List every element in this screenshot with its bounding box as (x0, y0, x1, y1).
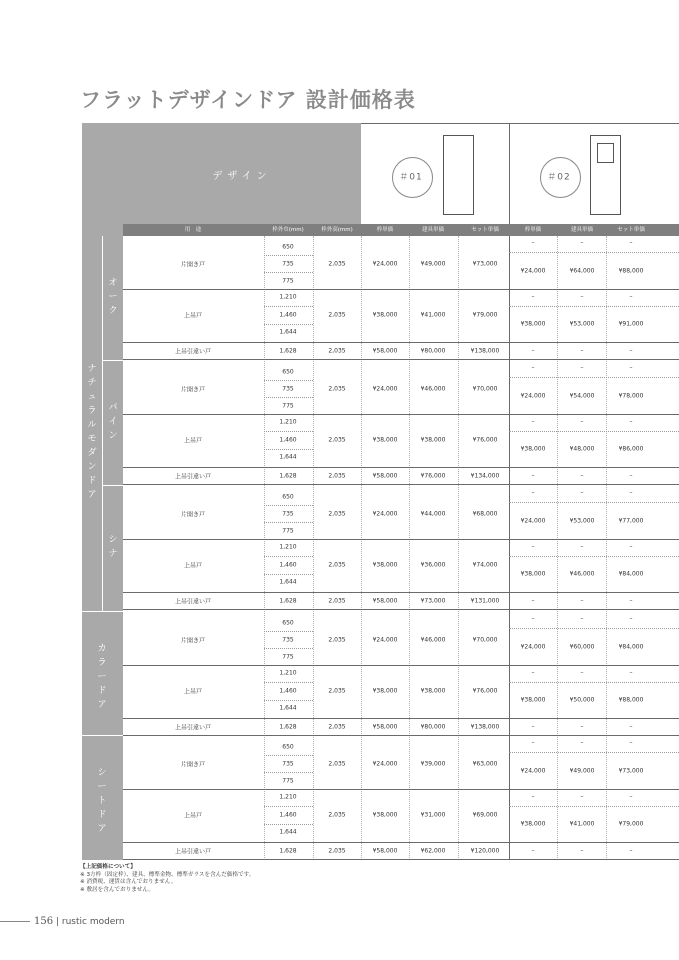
use-cell: 上吊引違い戸 (174, 473, 212, 481)
column-divider (606, 236, 607, 860)
row-divider (264, 505, 313, 506)
price-cell: ¥31,000 (420, 811, 446, 819)
width-cell: 1,460 (279, 311, 297, 319)
price-cell: ¥36,000 (420, 561, 446, 569)
use-cell: 上吊引違い戸 (174, 848, 212, 856)
column-divider (361, 236, 362, 860)
price-cell: ¥63,000 (472, 760, 498, 768)
use-cell: 片開き戸 (180, 761, 206, 769)
row-divider (123, 484, 679, 485)
dash-cell: – (531, 543, 535, 551)
height-cell: 2,035 (328, 260, 346, 268)
price-cell: ¥77,000 (618, 517, 644, 525)
price-cell: ¥49,000 (420, 260, 446, 268)
row-divider (509, 806, 679, 807)
dash-cell: – (531, 723, 535, 731)
row-divider (123, 859, 679, 860)
dash-cell: – (580, 489, 584, 497)
price-cell: ¥38,000 (520, 320, 546, 328)
height-cell: 2,035 (328, 561, 346, 569)
dash-cell: – (629, 418, 633, 426)
column-divider (264, 236, 265, 860)
dash-cell: – (580, 347, 584, 355)
width-cell: 1,644 (279, 453, 297, 461)
note-line: ※ 敷居を含んでおりません。 (80, 886, 154, 893)
row-divider (123, 718, 679, 719)
price-cell: ¥24,000 (520, 392, 546, 400)
price-cell: ¥70,000 (472, 636, 498, 644)
dash-cell: – (629, 793, 633, 801)
width-cell: 1,644 (279, 328, 297, 336)
width-cell: 1,460 (279, 561, 297, 569)
price-cell: ¥38,000 (372, 811, 398, 819)
row-divider (264, 380, 313, 381)
dash-cell: – (531, 847, 535, 855)
width-cell: 650 (282, 243, 294, 251)
price-cell: ¥134,000 (470, 472, 500, 480)
height-cell: 2,035 (328, 385, 346, 393)
row-divider (509, 502, 679, 503)
design-02-label: ＃02 (547, 172, 571, 183)
price-cell: ¥41,000 (569, 820, 595, 828)
row-divider (509, 556, 679, 557)
price-cell: ¥24,000 (520, 517, 546, 525)
width-cell: 775 (282, 527, 294, 535)
height-cell: 2,035 (328, 472, 346, 480)
row-divider (264, 449, 313, 450)
width-cell: 735 (282, 510, 294, 518)
row-divider (509, 306, 679, 307)
width-cell: 735 (282, 760, 294, 768)
row-divider (264, 272, 313, 273)
price-cell: ¥24,000 (520, 643, 546, 651)
use-cell: 上吊戸 (183, 562, 203, 570)
dash-cell: – (580, 669, 584, 677)
col-height: 枠外高(mm) (321, 227, 353, 233)
width-cell: 1,210 (279, 793, 297, 801)
dash-cell: – (629, 347, 633, 355)
price-cell: ¥38,000 (372, 311, 398, 319)
height-cell: 2,035 (328, 723, 346, 731)
dash-cell: – (531, 347, 535, 355)
dash-cell: – (531, 489, 535, 497)
price-cell: ¥38,000 (420, 436, 446, 444)
height-cell: 2,035 (328, 436, 346, 444)
group-color-door: カラードア (82, 612, 123, 735)
row-divider (123, 414, 679, 415)
col-d1-frame: 枠単価 (376, 227, 394, 233)
page-title: フラットデザインドア 設計価格表 (80, 88, 416, 112)
price-cell: ¥70,000 (472, 385, 498, 393)
width-cell: 650 (282, 743, 294, 751)
price-cell: ¥78,000 (618, 392, 644, 400)
row-divider (264, 648, 313, 649)
price-cell: ¥24,000 (372, 510, 398, 518)
column-header (123, 224, 679, 236)
price-cell: ¥84,000 (618, 570, 644, 578)
use-cell: 片開き戸 (180, 637, 206, 645)
row-divider (264, 431, 313, 432)
height-cell: 2,035 (328, 636, 346, 644)
row-divider (123, 592, 679, 593)
width-cell: 1,460 (279, 811, 297, 819)
dash-cell: – (629, 239, 633, 247)
dash-cell: – (531, 293, 535, 301)
width-cell: 1,628 (279, 723, 297, 731)
row-divider (123, 289, 679, 290)
price-cell: ¥86,000 (618, 445, 644, 453)
price-cell: ¥138,000 (470, 347, 500, 355)
dash-cell: – (580, 739, 584, 747)
price-notes (80, 864, 254, 894)
price-cell: ¥80,000 (420, 723, 446, 731)
price-cell: ¥79,000 (618, 820, 644, 828)
group-natural-modern: ナチュラルモダンドア (82, 236, 102, 611)
design-header (123, 123, 361, 224)
column-divider (409, 236, 410, 860)
price-cell: ¥91,000 (618, 320, 644, 328)
price-cell: ¥58,000 (372, 597, 398, 605)
door-01-illustration (443, 135, 474, 215)
price-cell: ¥48,000 (569, 445, 595, 453)
price-cell: ¥74,000 (472, 561, 498, 569)
price-cell: ¥38,000 (520, 445, 546, 453)
sub-oak: オーク (103, 236, 123, 360)
row-divider (264, 306, 313, 307)
width-cell: 735 (282, 385, 294, 393)
dash-cell: – (531, 239, 535, 247)
height-cell: 2,035 (328, 347, 346, 355)
dash-cell: – (629, 543, 633, 551)
price-cell: ¥73,000 (472, 260, 498, 268)
price-cell: ¥73,000 (618, 767, 644, 775)
price-cell: ¥80,000 (420, 347, 446, 355)
price-cell: ¥58,000 (372, 472, 398, 480)
price-cell: ¥88,000 (618, 267, 644, 275)
width-cell: 1,644 (279, 578, 297, 586)
dash-cell: – (531, 615, 535, 623)
row-divider (509, 682, 679, 683)
column-divider (458, 236, 459, 860)
dash-cell: – (629, 364, 633, 372)
row-divider (509, 431, 679, 432)
price-cell: ¥131,000 (470, 597, 500, 605)
dash-cell: – (531, 364, 535, 372)
height-cell: 2,035 (328, 597, 346, 605)
col-width: 枠外巾(mm) (272, 227, 304, 233)
row-divider (264, 682, 313, 683)
height-cell: 2,035 (328, 510, 346, 518)
price-cell: ¥58,000 (372, 847, 398, 855)
dash-cell: – (580, 543, 584, 551)
use-cell: 上吊引違い戸 (174, 348, 212, 356)
width-cell: 1,460 (279, 436, 297, 444)
width-cell: 1,460 (279, 687, 297, 695)
price-cell: ¥24,000 (372, 385, 398, 393)
price-cell: ¥73,000 (420, 597, 446, 605)
width-cell: 1,628 (279, 597, 297, 605)
price-cell: ¥138,000 (470, 723, 500, 731)
price-cell: ¥38,000 (372, 687, 398, 695)
page-footer: 156 | rustic modern (0, 916, 125, 927)
price-cell: ¥38,000 (520, 820, 546, 828)
row-divider (264, 755, 313, 756)
price-cell: ¥79,000 (472, 311, 498, 319)
use-cell: 上吊戸 (183, 312, 203, 320)
dash-cell: – (531, 793, 535, 801)
dash-cell: – (580, 847, 584, 855)
price-cell: ¥62,000 (420, 847, 446, 855)
dash-cell: – (531, 739, 535, 747)
use-cell: 上吊戸 (183, 812, 203, 820)
width-cell: 650 (282, 368, 294, 376)
price-cell: ¥46,000 (420, 636, 446, 644)
dash-cell: – (580, 597, 584, 605)
use-cell: 上吊引違い戸 (174, 598, 212, 606)
price-cell: ¥46,000 (569, 570, 595, 578)
row-divider (264, 324, 313, 325)
price-cell: ¥24,000 (520, 267, 546, 275)
dash-cell: – (629, 847, 633, 855)
dash-cell: – (629, 615, 633, 623)
width-cell: 1,628 (279, 847, 297, 855)
price-cell: ¥68,000 (472, 510, 498, 518)
height-cell: 2,035 (328, 760, 346, 768)
use-cell: 上吊戸 (183, 688, 203, 696)
header-corner (82, 123, 123, 236)
col-use: 用 途 (184, 227, 202, 233)
row-divider (264, 700, 313, 701)
page-number: 156 (34, 916, 54, 927)
height-cell: 2,035 (328, 811, 346, 819)
row-divider (123, 789, 679, 790)
column-divider (509, 236, 510, 860)
price-cell: ¥50,000 (569, 696, 595, 704)
note-line: ※ 3方枠（固定枠）、建具、標準金物、標準ガラスを含んだ価格です。 (80, 871, 255, 878)
use-cell: 上吊戸 (183, 437, 203, 445)
row-divider (264, 806, 313, 807)
row-divider (509, 628, 679, 629)
width-cell: 735 (282, 260, 294, 268)
dash-cell: – (531, 597, 535, 605)
footer-rule (0, 921, 30, 922)
price-cell: ¥38,000 (520, 570, 546, 578)
width-cell: 1,628 (279, 472, 297, 480)
price-cell: ¥24,000 (520, 767, 546, 775)
dash-cell: – (580, 793, 584, 801)
dash-cell: – (629, 669, 633, 677)
sub-pine: パイン (103, 361, 123, 485)
row-divider (123, 665, 679, 666)
row-divider (264, 824, 313, 825)
width-cell: 1,210 (279, 543, 297, 551)
width-cell: 775 (282, 277, 294, 285)
width-cell: 735 (282, 636, 294, 644)
column-divider (557, 236, 558, 860)
col-d1-set: セット単価 (471, 227, 499, 233)
price-cell: ¥24,000 (372, 260, 398, 268)
width-cell: 1,210 (279, 293, 297, 301)
use-cell: 片開き戸 (180, 511, 206, 519)
design-01-label: ＃01 (399, 172, 423, 183)
row-divider (264, 556, 313, 557)
dash-cell: – (580, 723, 584, 731)
note-line: ※ 消費税、運賃は含んでおりません。 (80, 879, 177, 885)
price-cell: ¥38,000 (372, 561, 398, 569)
dash-cell: – (629, 723, 633, 731)
height-cell: 2,035 (328, 847, 346, 855)
price-cell: ¥58,000 (372, 723, 398, 731)
use-cell: 上吊引違い戸 (174, 724, 212, 732)
dash-cell: – (580, 239, 584, 247)
column-divider (313, 236, 314, 860)
col-d2-set: セット単価 (617, 227, 645, 233)
price-cell: ¥38,000 (420, 687, 446, 695)
use-cell: 片開き戸 (180, 261, 206, 269)
price-cell: ¥46,000 (420, 385, 446, 393)
row-divider (123, 609, 679, 610)
price-cell: ¥41,000 (420, 311, 446, 319)
row-divider (264, 772, 313, 773)
dash-cell: – (531, 418, 535, 426)
width-cell: 775 (282, 777, 294, 785)
col-d2-door: 建具単価 (570, 227, 594, 233)
width-cell: 775 (282, 402, 294, 410)
height-cell: 2,035 (328, 687, 346, 695)
row-divider (509, 377, 679, 378)
footer-label: rustic modern (61, 917, 125, 927)
width-cell: 1,210 (279, 418, 297, 426)
dash-cell: – (531, 472, 535, 480)
price-cell: ¥76,000 (472, 687, 498, 695)
row-divider (509, 252, 679, 253)
dash-cell: – (629, 739, 633, 747)
row-divider (123, 342, 679, 343)
price-cell: ¥84,000 (618, 643, 644, 651)
dash-cell: – (629, 597, 633, 605)
dash-cell: – (580, 418, 584, 426)
price-cell: ¥44,000 (420, 510, 446, 518)
price-cell: ¥53,000 (569, 320, 595, 328)
price-cell: ¥76,000 (420, 472, 446, 480)
width-cell: 650 (282, 493, 294, 501)
price-cell: ¥58,000 (372, 347, 398, 355)
height-cell: 2,035 (328, 311, 346, 319)
dash-cell: – (580, 364, 584, 372)
price-cell: ¥69,000 (472, 811, 498, 819)
notes-heading: 【上記価格について】 (80, 864, 136, 870)
price-cell: ¥76,000 (472, 436, 498, 444)
row-divider (123, 735, 679, 736)
row-divider (123, 359, 679, 360)
row-divider (509, 752, 679, 753)
dash-cell: – (629, 489, 633, 497)
row-divider (264, 631, 313, 632)
price-cell: ¥24,000 (372, 636, 398, 644)
price-cell: ¥49,000 (569, 767, 595, 775)
price-cell: ¥60,000 (569, 643, 595, 651)
price-cell: ¥120,000 (470, 847, 500, 855)
width-cell: 1,210 (279, 669, 297, 677)
width-cell: 1,628 (279, 347, 297, 355)
row-divider (264, 522, 313, 523)
width-cell: 1,644 (279, 704, 297, 712)
design-label: デザイン (212, 171, 272, 182)
width-cell: 650 (282, 619, 294, 627)
width-cell: 1,644 (279, 828, 297, 836)
price-cell: ¥38,000 (520, 696, 546, 704)
col-d2-frame: 枠単価 (524, 227, 542, 233)
price-cell: ¥54,000 (569, 392, 595, 400)
door-02-illustration (590, 135, 621, 215)
col-d1-door: 建具単価 (421, 227, 445, 233)
row-divider (264, 574, 313, 575)
price-cell: ¥24,000 (372, 760, 398, 768)
use-cell: 片開き戸 (180, 386, 206, 394)
price-cell: ¥88,000 (618, 696, 644, 704)
row-divider (264, 397, 313, 398)
price-cell: ¥53,000 (569, 517, 595, 525)
width-cell: 775 (282, 653, 294, 661)
group-sheet-door: シートドア (82, 736, 123, 860)
sub-shina: シナ (103, 486, 123, 611)
row-divider (123, 467, 679, 468)
dash-cell: – (629, 293, 633, 301)
price-cell: ¥64,000 (569, 267, 595, 275)
row-divider (123, 842, 679, 843)
dash-cell: – (580, 472, 584, 480)
dash-cell: – (629, 472, 633, 480)
row-divider (123, 539, 679, 540)
dash-cell: – (580, 293, 584, 301)
price-cell: ¥38,000 (372, 436, 398, 444)
dash-cell: – (531, 669, 535, 677)
door-02-window (597, 143, 614, 163)
dash-cell: – (580, 615, 584, 623)
row-divider (264, 255, 313, 256)
price-cell: ¥39,000 (420, 760, 446, 768)
